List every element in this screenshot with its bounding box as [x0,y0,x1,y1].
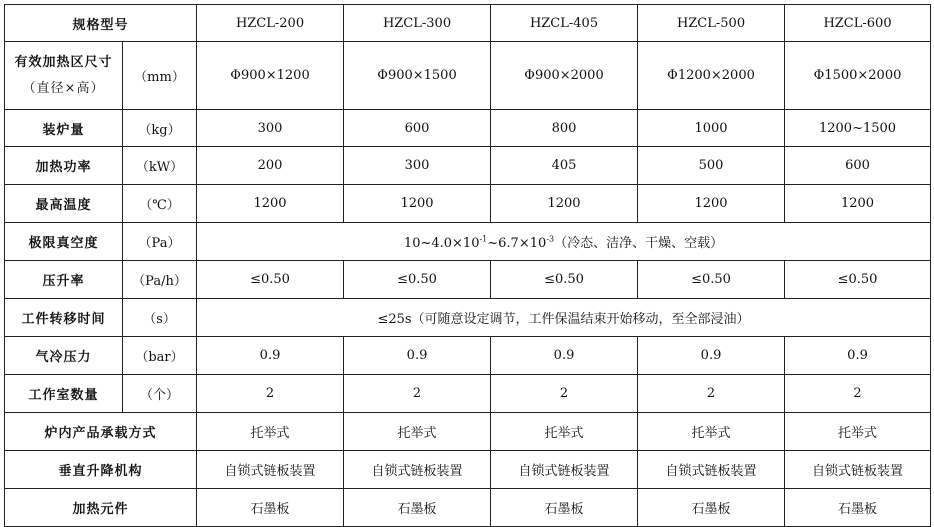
vacuum-mid: ~6.7×10 [487,236,547,251]
row-value: ≤0.50 [785,261,931,299]
row-value: ≤0.50 [197,261,344,299]
row-name: 垂直升降机构 [5,451,197,489]
header-label: 规格型号 [5,5,197,42]
row-value: 0.9 [491,337,638,375]
row-value: 1200 [197,185,344,223]
header-row [5,5,931,42]
row-value: 600 [344,110,491,147]
row-value: 0.9 [785,337,931,375]
row-value: Φ1500×2000 [785,42,931,110]
vacuum-exp2: -3 [546,234,555,244]
row-value: ≤0.50 [344,261,491,299]
row-name-line1: 有效加热区尺寸 [14,54,113,70]
row-value: Φ900×2000 [491,42,638,110]
row-name: 装炉量 [5,110,123,147]
row-name: 极限真空度 [5,223,123,261]
row-unit: （s） [123,299,197,337]
row-value: Φ900×1500 [344,42,491,110]
row-value: 自锁式链板装置 [197,451,344,489]
vacuum-value [197,223,931,261]
row-value: 800 [491,110,638,147]
row-value: 300 [344,147,491,185]
row-value: Φ900×1200 [197,42,344,110]
row-name: 气冷压力 [5,337,123,375]
table-row [5,451,931,489]
row-value: 0.9 [638,337,785,375]
row-unit: （℃） [123,185,197,223]
row-value: 2 [785,375,931,413]
row-unit: （mm） [123,42,197,110]
table-row [5,110,931,147]
row-value: 405 [491,147,638,185]
row-unit: （个） [123,375,197,413]
model-name: HZCL-300 [344,5,491,42]
row-unit: （bar） [123,337,197,375]
row-unit: （kW） [123,147,197,185]
table-row [5,375,931,413]
row-value: 0.9 [197,337,344,375]
row-value: 2 [344,375,491,413]
row-value: ≤0.50 [638,261,785,299]
vacuum-prefix: 10~4.0×10 [403,236,480,251]
table-row [5,489,931,527]
row-value: 0.9 [344,337,491,375]
row-value: 600 [785,147,931,185]
row-value: 托举式 [638,413,785,451]
row-value: 石墨板 [638,489,785,527]
vacuum-exp1: -1 [479,234,488,244]
row-value: 1200 [638,185,785,223]
table-row [5,413,931,451]
row-name: 最高温度 [5,185,123,223]
spec-table [4,4,931,527]
row-value: 自锁式链板装置 [638,451,785,489]
table-row [5,147,931,185]
row-value: 1200 [344,185,491,223]
row-value: 石墨板 [197,489,344,527]
row-value: Φ1200×2000 [638,42,785,110]
model-name: HZCL-405 [491,5,638,42]
row-name: 炉内产品承载方式 [5,413,197,451]
table-row [5,337,931,375]
row-value: 2 [197,375,344,413]
row-value: 1200 [491,185,638,223]
row-name-line2: （直径×高） [22,80,105,96]
table-row [5,42,931,110]
row-value: 托举式 [197,413,344,451]
row-unit: （Pa） [123,223,197,261]
row-value: 2 [638,375,785,413]
table-row [5,261,931,299]
row-value: 1200 [785,185,931,223]
model-name: HZCL-500 [638,5,785,42]
row-value: 石墨板 [785,489,931,527]
row-value: 自锁式链板装置 [785,451,931,489]
row-unit: （Pa/h） [123,261,197,299]
model-name: HZCL-200 [197,5,344,42]
row-name: 工作室数量 [5,375,123,413]
row-value: 300 [197,110,344,147]
table-row [5,223,931,261]
row-value: 2 [491,375,638,413]
row-value: 石墨板 [344,489,491,527]
row-value: ≤0.50 [491,261,638,299]
row-value: 托举式 [344,413,491,451]
row-name: 加热功率 [5,147,123,185]
row-value: 500 [638,147,785,185]
row-unit: （kg） [123,110,197,147]
table-row [5,185,931,223]
row-value: 200 [197,147,344,185]
row-name: 加热元件 [5,489,197,527]
table-row [5,299,931,337]
row-value: 自锁式链板装置 [344,451,491,489]
row-value: 托举式 [785,413,931,451]
row-value: 1000 [638,110,785,147]
vacuum-suffix: （冷态、洁净、干燥、空载） [554,236,724,251]
model-name: HZCL-600 [785,5,931,42]
transfer-time-value: ≤25s（可随意设定调节，工件保温结束开始移动，至全部浸油） [197,299,931,337]
row-name: 工件转移时间 [5,299,123,337]
row-value: 自锁式链板装置 [491,451,638,489]
row-value: 石墨板 [491,489,638,527]
row-name: 压升率 [5,261,123,299]
row-value: 托举式 [491,413,638,451]
row-value: 1200~1500 [785,110,931,147]
row-name [5,42,123,110]
